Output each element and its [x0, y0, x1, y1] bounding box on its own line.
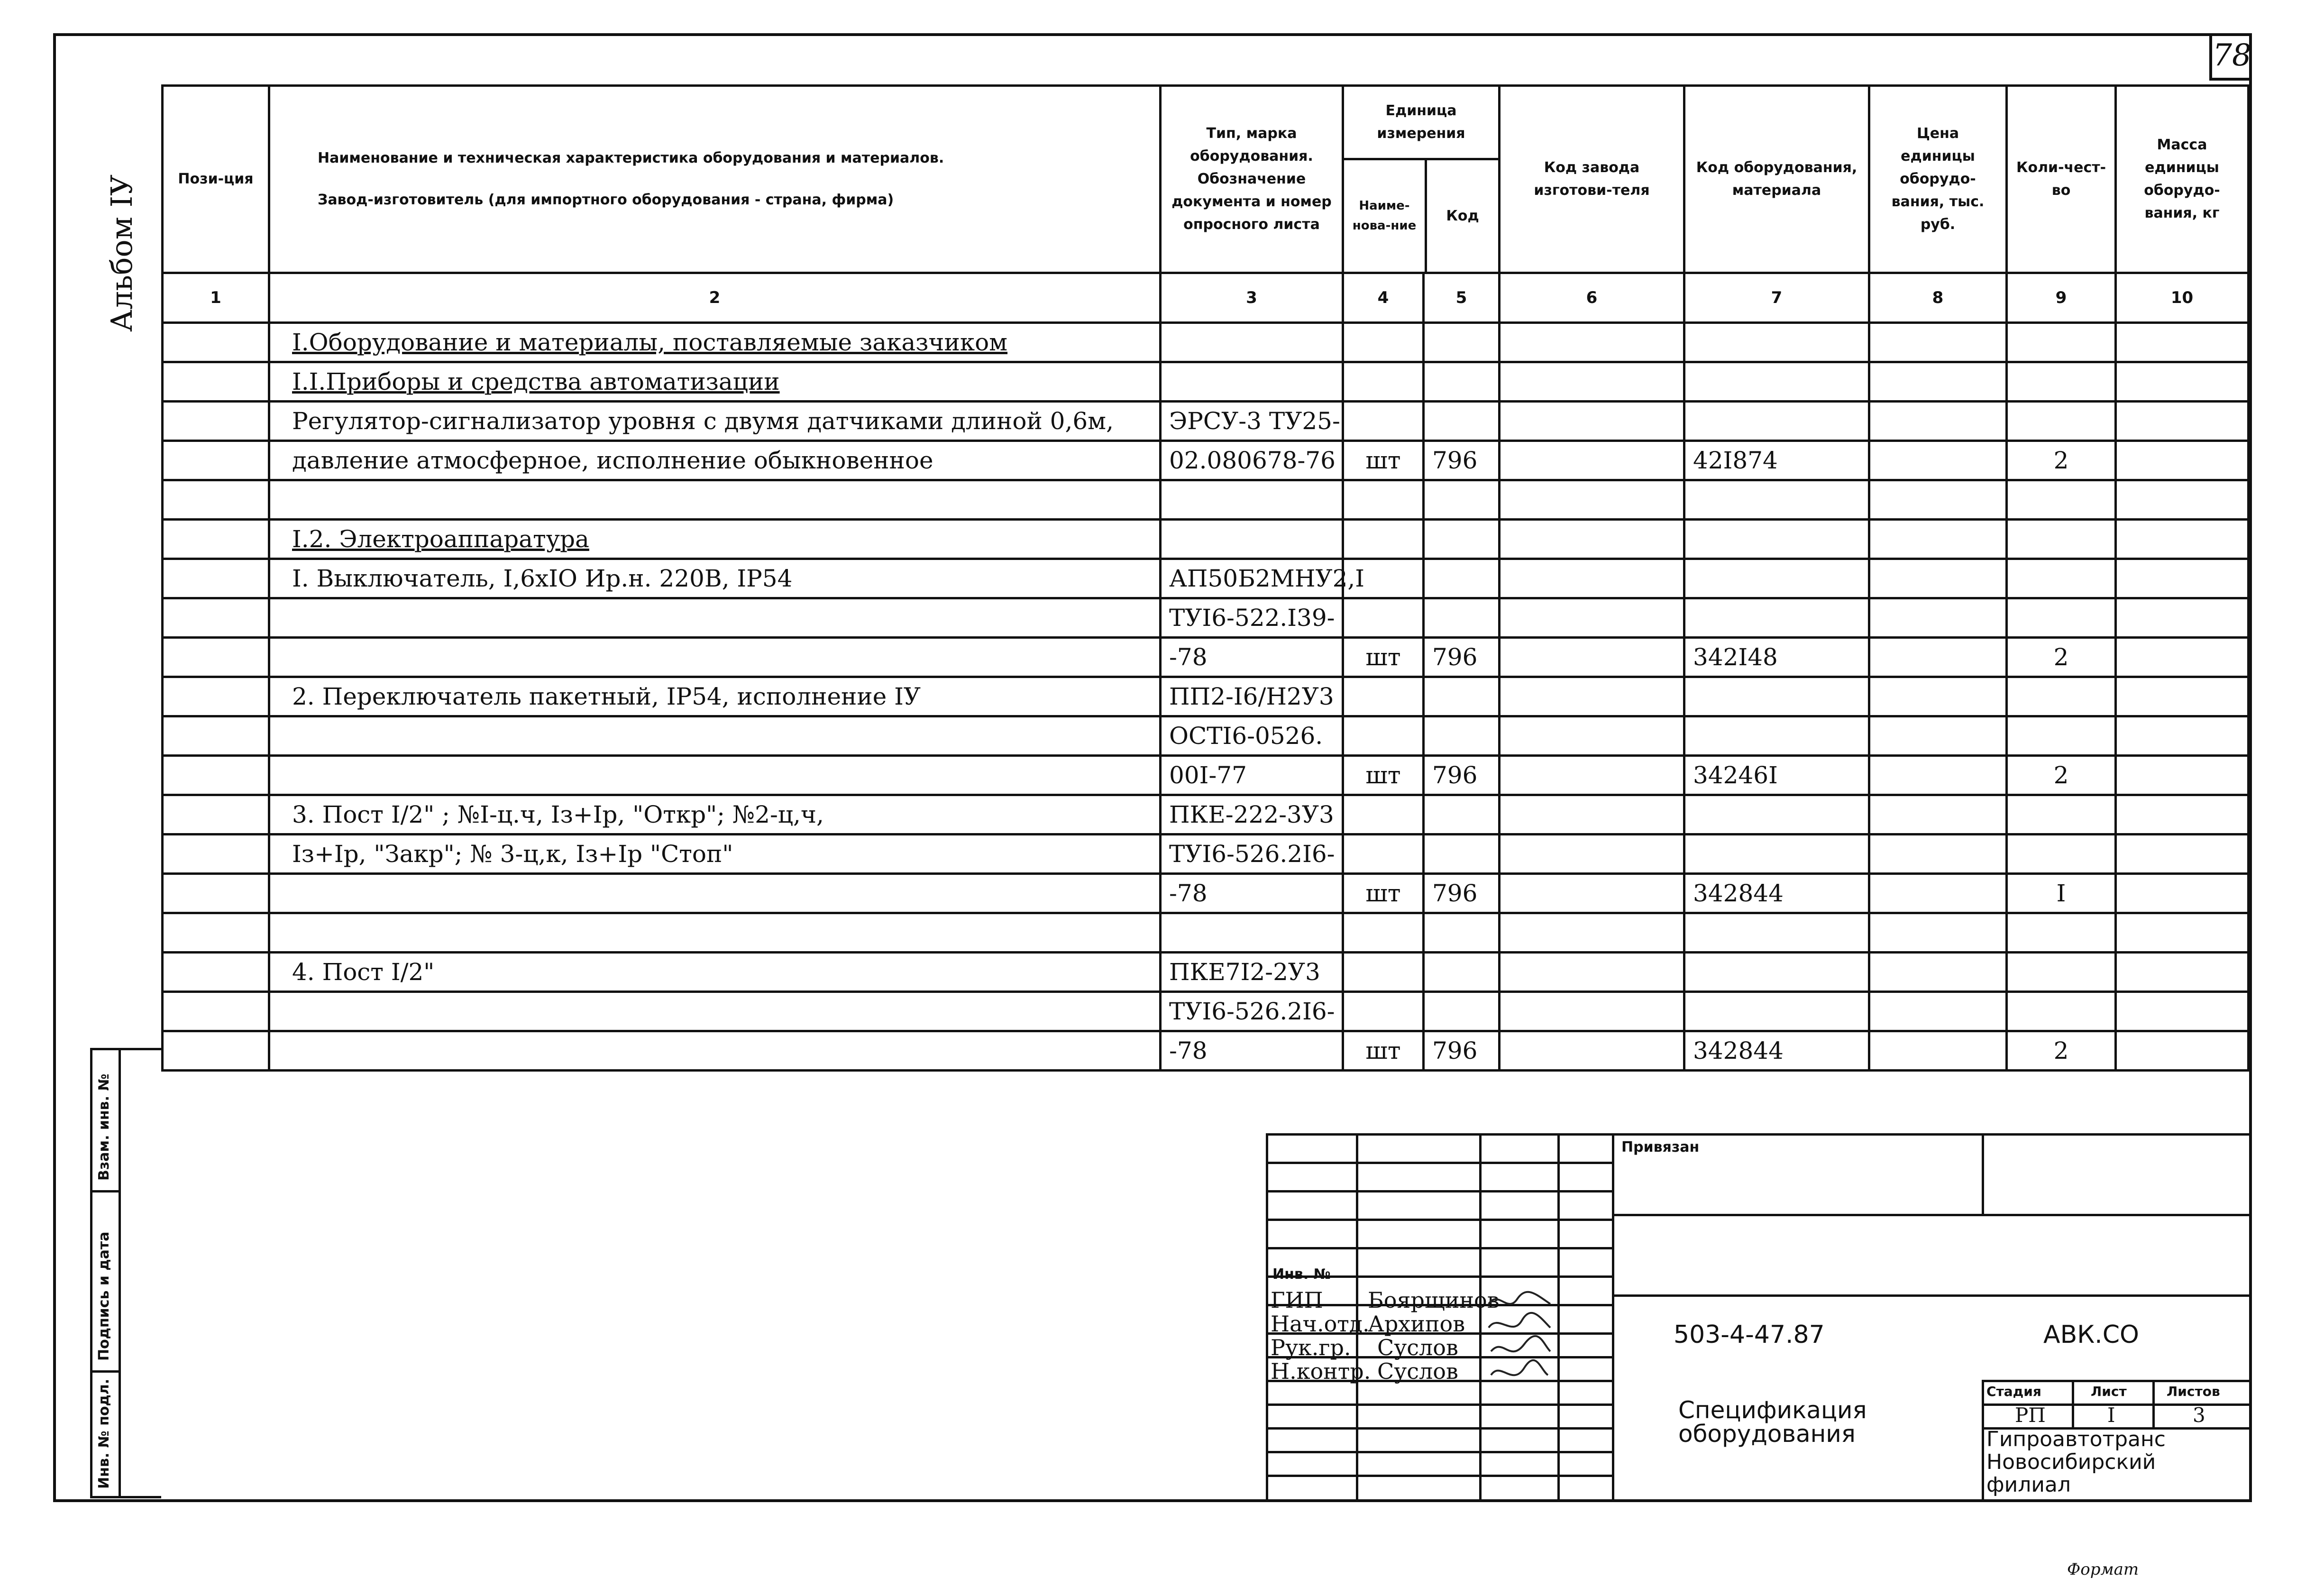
cell-type-text: ЭРСУ-3 ТУ25- [1169, 407, 1340, 435]
table-row [163, 598, 2249, 638]
cell-quantity [2007, 441, 2116, 480]
document-mark: АВК.СО [2043, 1321, 2139, 1349]
document-code: 503-4-47.87 [1674, 1321, 1825, 1349]
cell-unit-code-text: 796 [1432, 880, 1478, 907]
cell-manufacturer-code [1500, 598, 1684, 638]
cell-pos [163, 520, 269, 559]
cell-equipment-code [1684, 716, 1869, 756]
cell-type-text: -78 [1169, 1037, 1208, 1064]
cell-mass [2116, 598, 2249, 638]
cell-type [1161, 795, 1343, 835]
sheet-value: I [2107, 1403, 2115, 1427]
header-type: Тип, марка оборудования. Обозначение документа и номер опросного листа [1161, 86, 1343, 273]
cell-type-text: ПП2-I6/Н2У3 [1169, 683, 1334, 710]
cell-unit-code [1424, 441, 1500, 480]
cell-equipment-code-text: 342I48 [1693, 643, 1778, 671]
stamp-replaced-inv: Взам. инв. № [96, 1073, 112, 1181]
cell-unit [1343, 362, 1424, 402]
cell-manufacturer-code [1500, 441, 1684, 480]
cell-unit-text: шт [1365, 761, 1401, 789]
cell-price [1869, 795, 2007, 835]
cell-pos [163, 598, 269, 638]
cell-equipment-code [1684, 441, 1869, 480]
cell-quantity [2007, 874, 2116, 913]
cell-name [269, 441, 1161, 480]
table-row [163, 913, 2249, 953]
cell-equipment-code [1684, 480, 1869, 520]
cell-type [1161, 1031, 1343, 1071]
cell-manufacturer-code [1500, 362, 1684, 402]
cell-type-text: -78 [1169, 643, 1208, 671]
cell-unit [1343, 874, 1424, 913]
format-label: Формат [2067, 1560, 2139, 1579]
cell-type [1161, 992, 1343, 1031]
cell-name [269, 835, 1161, 874]
cell-manufacturer-code [1500, 874, 1684, 913]
cell-price [1869, 953, 2007, 992]
cell-name [269, 559, 1161, 598]
cell-price [1869, 520, 2007, 559]
cell-equipment-code [1684, 520, 1869, 559]
cell-unit [1343, 441, 1424, 480]
cell-type-text: ТУI6-522.I39- [1169, 604, 1335, 632]
cell-unit-code [1424, 953, 1500, 992]
cell-name [269, 638, 1161, 677]
header-position: Пози-ция [163, 86, 269, 273]
cell-pos [163, 874, 269, 913]
cell-price [1869, 559, 2007, 598]
table-row [163, 520, 2249, 559]
cell-type-text: 00I-77 [1169, 761, 1247, 789]
cell-name [269, 520, 1161, 559]
sheets-value: 3 [2193, 1403, 2205, 1427]
cell-type [1161, 756, 1343, 795]
privyazan-label: Привязан [1621, 1139, 1700, 1156]
cell-type [1161, 559, 1365, 598]
cell-name-text: I.I.Приборы и средства автоматизации [292, 368, 780, 395]
cell-unit [1343, 913, 1424, 953]
cell-manufacturer-code [1500, 323, 1684, 362]
cell-unit-code-text: 796 [1432, 1037, 1478, 1064]
cell-quantity [2007, 402, 2116, 441]
cell-type [1161, 402, 1343, 441]
cell-name-text: I. Выключатель, I,6хIО Ир.н. 220В, IР54 [292, 565, 793, 592]
cell-unit [1343, 992, 1424, 1031]
cell-unit-code-text: 796 [1432, 761, 1478, 789]
cell-price [1869, 638, 2007, 677]
cell-quantity [2007, 835, 2116, 874]
cell-pos [163, 992, 269, 1031]
table-row [163, 559, 2249, 598]
cell-pos [163, 1031, 269, 1071]
cell-unit [1343, 1031, 1424, 1071]
cell-name-text: 2. Переключатель пакетный, IР54, исполнение IУ [292, 683, 921, 710]
table-row [163, 756, 2249, 795]
cell-type [1161, 598, 1343, 638]
header-equipment-code: Код оборудования, материала [1684, 86, 1869, 273]
role-group-lead: Рук.гр. [1271, 1335, 1351, 1360]
cell-type [1161, 323, 1343, 362]
cell-quantity-text: I [2056, 880, 2066, 907]
table-row [163, 716, 2249, 756]
title-block [1266, 1133, 2252, 1502]
cell-mass [2116, 638, 2249, 677]
sheet-number: 78 [2209, 33, 2252, 81]
cell-price [1869, 441, 2007, 480]
header-mass: Масса единицы оборудо-вания, кг [2116, 86, 2249, 273]
cell-name-text: давление атмосферное, исполнение обыкновенное [292, 447, 933, 474]
cell-unit-text: шт [1365, 1037, 1401, 1064]
stamp-inv-no-orig: Инв. № подл. [96, 1378, 112, 1489]
cell-price [1869, 913, 2007, 953]
cell-price [1869, 992, 2007, 1031]
table-row [163, 953, 2249, 992]
table-row [163, 638, 2249, 677]
cell-type-text: ТУI6-526.2I6- [1169, 840, 1335, 868]
role-head-dept: Нач.отд. [1271, 1311, 1370, 1337]
header-manufacturer-code: Код завода изготови-теля [1500, 86, 1684, 273]
cell-quantity [2007, 638, 2116, 677]
cell-name [269, 677, 1161, 716]
table-row [163, 677, 2249, 716]
table-row [163, 795, 2249, 835]
column-number-row: 1 2 3 4 5 6 7 8 9 10 [163, 273, 2249, 323]
cell-mass [2116, 1031, 2249, 1071]
cell-unit-code [1424, 913, 1500, 953]
cell-unit-code [1424, 716, 1500, 756]
cell-manufacturer-code [1500, 677, 1684, 716]
name-head-dept: Архипов [1368, 1311, 1465, 1337]
cell-manufacturer-code [1500, 1031, 1684, 1071]
stage-value: РП [2015, 1403, 2046, 1427]
cell-name [269, 953, 1161, 992]
cell-unit-code-text: 796 [1432, 447, 1478, 474]
cell-unit [1343, 756, 1424, 795]
cell-type [1161, 913, 1343, 953]
cell-price [1869, 480, 2007, 520]
org-line-1: Гипроавтотранс [1986, 1427, 2166, 1451]
cell-pos [163, 559, 269, 598]
cell-mass [2116, 677, 2249, 716]
cell-pos [163, 638, 269, 677]
handwritten-signatures [1484, 1285, 1555, 1394]
cell-unit-code-text: 796 [1432, 643, 1478, 671]
cell-unit-text: шт [1365, 447, 1401, 474]
role-norm-control: Н.контр. [1271, 1358, 1371, 1384]
cell-pos [163, 953, 269, 992]
cell-mass [2116, 362, 2249, 402]
cell-unit-code [1424, 520, 1500, 559]
cell-unit-code [1424, 835, 1500, 874]
cell-name [269, 913, 1161, 953]
cell-mass [2116, 559, 2249, 598]
cell-mass [2116, 716, 2249, 756]
cell-type [1161, 953, 1343, 992]
cell-equipment-code [1684, 795, 1869, 835]
side-stamp [90, 1048, 161, 1498]
cell-quantity [2007, 323, 2116, 362]
cell-price [1869, 598, 2007, 638]
cell-mass [2116, 953, 2249, 992]
cell-mass [2116, 913, 2249, 953]
cell-unit [1343, 480, 1424, 520]
cell-name-text: 3. Пост I/2" ; №I-ц.ч, Iз+Iр, "Откр"; №2-ц,ч, [292, 801, 824, 828]
cell-equipment-code [1684, 677, 1869, 716]
cell-unit-code [1424, 480, 1500, 520]
cell-equipment-code [1684, 559, 1869, 598]
cell-unit-code [1424, 756, 1500, 795]
cell-type-text: ПКЕ7I2-2У3 [1169, 958, 1320, 986]
cell-name-text: I.Оборудование и материалы, поставляемые заказчиком [292, 329, 1008, 356]
cell-unit-code [1424, 323, 1500, 362]
album-label: Альбом IУ [104, 174, 139, 332]
cell-equipment-code [1684, 874, 1869, 913]
cell-manufacturer-code [1500, 716, 1684, 756]
cell-equipment-code [1684, 1031, 1869, 1071]
cell-price [1869, 1031, 2007, 1071]
name-gip: Боярщинов [1368, 1287, 1500, 1313]
cell-quantity-text: 2 [2053, 447, 2069, 474]
cell-unit-code [1424, 402, 1500, 441]
org-line-2: Новосибирский [1986, 1450, 2156, 1474]
title-line-2: оборудования [1678, 1420, 1856, 1448]
spec-table [161, 84, 2250, 1072]
cell-mass [2116, 835, 2249, 874]
cell-unit [1343, 953, 1424, 992]
header-price: Цена единицы оборудо-вания, тыс. руб. [1869, 86, 2007, 273]
cell-unit-text: шт [1365, 880, 1401, 907]
cell-quantity [2007, 362, 2116, 402]
cell-quantity [2007, 598, 2116, 638]
cell-price [1869, 677, 2007, 716]
table-row [163, 992, 2249, 1031]
cell-name [269, 480, 1161, 520]
cell-type-text: ПКЕ-222-3У3 [1169, 801, 1334, 828]
cell-quantity [2007, 953, 2116, 992]
cell-name-text: I.2. Электроаппаратура [292, 525, 589, 553]
cell-manufacturer-code [1500, 520, 1684, 559]
cell-type [1161, 480, 1343, 520]
table-row [163, 480, 2249, 520]
cell-type [1161, 677, 1343, 716]
inv-no-label: Инв. № [1272, 1266, 1331, 1283]
cell-pos [163, 323, 269, 362]
cell-equipment-code [1684, 362, 1869, 402]
cell-equipment-code [1684, 638, 1869, 677]
cell-equipment-code-text: 342844 [1693, 880, 1784, 907]
cell-equipment-code [1684, 992, 1869, 1031]
cell-mass [2116, 756, 2249, 795]
cell-type [1161, 441, 1343, 480]
cell-quantity [2007, 520, 2116, 559]
cell-mass [2116, 520, 2249, 559]
cell-equipment-code [1684, 323, 1869, 362]
cell-quantity [2007, 756, 2116, 795]
cell-manufacturer-code [1500, 638, 1684, 677]
cell-name [269, 323, 1161, 362]
cell-price [1869, 716, 2007, 756]
cell-name [269, 756, 1161, 795]
header-unit: Единица измерения Наиме-нова-ние Код [1343, 86, 1500, 273]
header-name: Наименование и техническая характеристика оборудования и материалов. Завод-изготовитель (для импортного оборудования - страна, фирма) [269, 86, 1161, 273]
cell-manufacturer-code [1500, 992, 1684, 1031]
cell-pos [163, 362, 269, 402]
cell-name [269, 402, 1161, 441]
cell-pos [163, 835, 269, 874]
cell-unit-code [1424, 559, 1500, 598]
spec-rows [163, 323, 2249, 1071]
cell-unit-code [1424, 362, 1500, 402]
cell-quantity-text: 2 [2053, 643, 2069, 671]
cell-price [1869, 362, 2007, 402]
cell-equipment-code [1684, 953, 1869, 992]
cell-name-text: 4. Пост I/2" [292, 958, 435, 986]
cell-type [1161, 716, 1343, 756]
cell-unit-code [1424, 598, 1500, 638]
table-row [163, 362, 2249, 402]
cell-name [269, 1031, 1161, 1071]
cell-mass [2116, 441, 2249, 480]
cell-unit-code [1424, 1031, 1500, 1071]
stamp-signature-date: Подпись и дата [96, 1231, 112, 1361]
cell-name-text: Регулятор-сигнализатор уровня с двумя датчиками длиной 0,6м, [292, 407, 1114, 435]
cell-mass [2116, 992, 2249, 1031]
cell-name [269, 716, 1161, 756]
cell-mass [2116, 874, 2249, 913]
cell-quantity [2007, 716, 2116, 756]
name-norm-control: Суслов [1377, 1358, 1458, 1384]
cell-name [269, 795, 1161, 835]
cell-quantity-text: 2 [2053, 1037, 2069, 1064]
table-row [163, 874, 2249, 913]
table-row [163, 1031, 2249, 1071]
cell-name [269, 874, 1161, 913]
table-row [163, 835, 2249, 874]
org-line-3: филиал [1986, 1473, 2071, 1497]
cell-type-text: АП50Б2МНУ2,I [1169, 565, 1365, 592]
cell-mass [2116, 480, 2249, 520]
cell-unit-text: шт [1365, 643, 1401, 671]
cell-mass [2116, 323, 2249, 362]
table-row [163, 402, 2249, 441]
cell-pos [163, 716, 269, 756]
cell-unit [1343, 795, 1424, 835]
cell-type-text: 02.080678-76 [1169, 447, 1336, 474]
title-line-1: Спецификация [1678, 1396, 1867, 1424]
cell-unit-code [1424, 992, 1500, 1031]
cell-unit [1343, 716, 1424, 756]
cell-manufacturer-code [1500, 795, 1684, 835]
name-group-lead: Суслов [1377, 1335, 1458, 1360]
cell-quantity [2007, 795, 2116, 835]
cell-price [1869, 756, 2007, 795]
sheets-label: Листов [2167, 1384, 2220, 1399]
cell-quantity [2007, 677, 2116, 716]
cell-name [269, 362, 1161, 402]
stage-label: Стадия [1986, 1384, 2041, 1399]
cell-pos [163, 402, 269, 441]
cell-unit [1343, 638, 1424, 677]
cell-unit [1343, 402, 1424, 441]
cell-mass [2116, 795, 2249, 835]
cell-unit-code [1424, 638, 1500, 677]
cell-unit-code [1424, 677, 1500, 716]
cell-manufacturer-code [1500, 480, 1684, 520]
cell-equipment-code [1684, 913, 1869, 953]
cell-type-text: -78 [1169, 880, 1208, 907]
table-row [163, 323, 2249, 362]
cell-unit [1343, 677, 1424, 716]
cell-quantity-text: 2 [2053, 761, 2069, 789]
table-row [163, 441, 2249, 480]
cell-quantity [2007, 559, 2116, 598]
cell-equipment-code [1684, 598, 1869, 638]
cell-pos [163, 677, 269, 716]
cell-type [1161, 874, 1343, 913]
cell-mass [2116, 402, 2249, 441]
header-quantity: Коли-чест-во [2007, 86, 2116, 273]
sheet-label: Лист [2091, 1384, 2127, 1399]
cell-type-text: ОСТI6-0526. [1169, 722, 1323, 750]
cell-pos [163, 756, 269, 795]
cell-unit-code [1424, 795, 1500, 835]
cell-price [1869, 323, 2007, 362]
cell-quantity [2007, 480, 2116, 520]
cell-type-text: ТУI6-526.2I6- [1169, 998, 1335, 1025]
cell-pos [163, 913, 269, 953]
cell-manufacturer-code [1500, 402, 1684, 441]
cell-type [1161, 835, 1343, 874]
role-gip: ГИП [1271, 1287, 1323, 1313]
cell-quantity [2007, 992, 2116, 1031]
cell-quantity [2007, 913, 2116, 953]
cell-price [1869, 835, 2007, 874]
header-row [163, 86, 2249, 273]
cell-manufacturer-code [1500, 953, 1684, 992]
cell-quantity [2007, 1031, 2116, 1071]
cell-name [269, 598, 1161, 638]
cell-pos [163, 441, 269, 480]
cell-price [1869, 402, 2007, 441]
cell-name [269, 992, 1161, 1031]
cell-unit [1343, 598, 1424, 638]
cell-equipment-code [1684, 402, 1869, 441]
cell-price [1869, 874, 2007, 913]
cell-pos [163, 795, 269, 835]
cell-name-text: Iз+Iр, "Закр"; № 3-ц,к, Iз+Iр "Стоп" [292, 840, 733, 868]
cell-equipment-code [1684, 835, 1869, 874]
cell-unit [1343, 323, 1424, 362]
cell-equipment-code-text: 34246I [1693, 761, 1778, 789]
cell-equipment-code-text: 342844 [1693, 1037, 1784, 1064]
cell-manufacturer-code [1500, 756, 1684, 795]
cell-pos [163, 480, 269, 520]
cell-manufacturer-code [1500, 913, 1684, 953]
cell-manufacturer-code [1500, 835, 1684, 874]
cell-type [1161, 638, 1343, 677]
cell-equipment-code [1684, 756, 1869, 795]
cell-unit-code [1424, 874, 1500, 913]
cell-equipment-code-text: 42I874 [1693, 447, 1778, 474]
cell-type [1161, 362, 1343, 402]
cell-manufacturer-code [1500, 559, 1684, 598]
cell-unit [1343, 835, 1424, 874]
cell-unit [1343, 520, 1424, 559]
cell-type [1161, 520, 1343, 559]
